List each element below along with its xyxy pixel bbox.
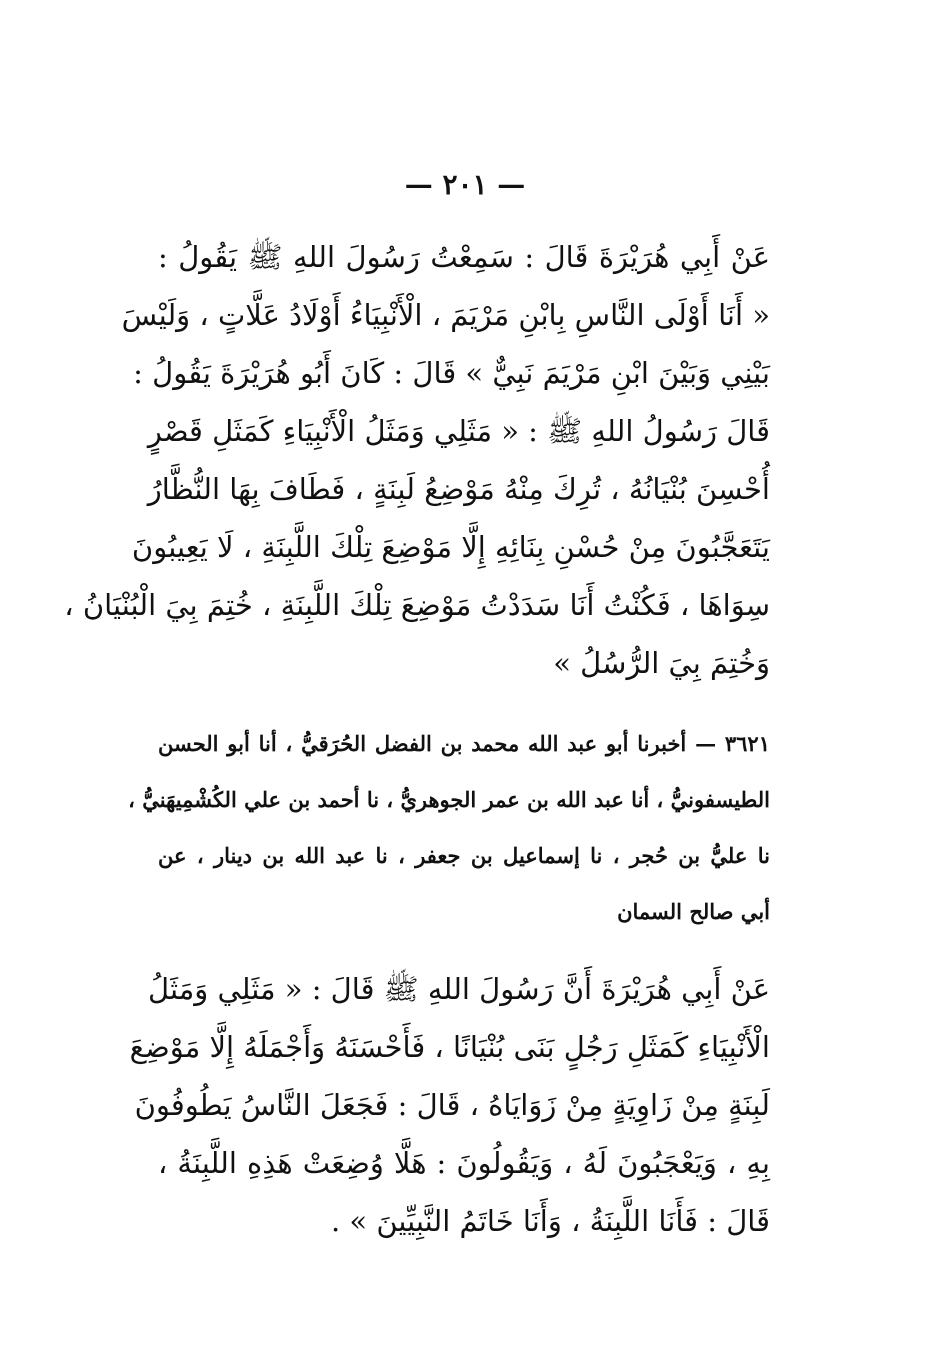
text-line: بِهِ ، وَيَعْجَبُونَ لَهُ ، وَيَقُولُونَ : هَلَّا وُضِعَتْ هَذِهِ اللَّبِنَةُ ، xyxy=(158,1146,770,1180)
isnad-line: نا عليُّ بن حُجر ، نا إسماعيل بن جعفر ، نا عبد الله بن دينار ، عن xyxy=(158,843,770,868)
text-line: عَنْ أَبِي هُرَيْرَةَ قَالَ : سَمِعْتُ رَسُولَ اللهِ ﷺ يَقُولُ : xyxy=(158,240,770,274)
text-line: « أَنَا أَوْلَى النَّاسِ بِابْنِ مَرْيَمَ ، الْأَنْبِيَاءُ أَوْلَادُ عَلَّاتٍ ، وَلَيْسَ xyxy=(121,298,770,332)
isnad-line: أبي صالح السمان xyxy=(617,899,770,924)
text-line: وَخُتِمَ بِيَ الرُّسُلُ » xyxy=(553,646,770,680)
page-number: — ٢٠١ — xyxy=(404,168,526,201)
isnad-chain-3621 xyxy=(128,716,770,940)
text-line: عَنْ أَبِي هُرَيْرَةَ أَنَّ رَسُولَ اللهِ ﷺ قَالَ : « مَثَلِي وَمَثَلُ xyxy=(147,972,770,1006)
text-line: بَيْنِي وَبَيْنَ ابْنِ مَرْيَمَ نَبِيٌّ » قَالَ : كَانَ أَبُو هُرَيْرَةَ يَقُولُ : xyxy=(133,356,770,390)
text-line: يَتَعَجَّبُونَ مِنْ حُسْنِ بِنَائِهِ إِلَّا مَوْضِعَ تِلْكَ اللَّبِنَةِ ، لَا يَعِيبُونَ xyxy=(131,530,770,564)
isnad-line: الطيسفونيُّ ، أنا عبد الله بن عمر الجوهريُّ ، نا أحمد بن علي الكُشْمِيهَنيُّ ، xyxy=(128,787,770,812)
isnad-line: ٣٦٢١ — أخبرنا أبو عبد الله محمد بن الفضل الحُرَقيُّ ، أنا أبو الحسن xyxy=(158,731,770,756)
text-line: لَبِنَةٍ مِنْ زَاوِيَةٍ مِنْ زَوَايَاهُ ، قَالَ : فَجَعَلَ النَّاسُ يَطُوفُونَ xyxy=(134,1088,770,1122)
text-line: الْأَنْبِيَاءِ كَمَثَلِ رَجُلٍ بَنَى بُنْيَانًا ، فَأَحْسَنَهُ وَأَجْمَلَهُ إِلَّا مَوْضِعَ xyxy=(129,1030,770,1064)
hadith-text-1 xyxy=(64,228,770,692)
text-line: سِوَاهَا ، فَكُنْتُ أَنَا سَدَدْتُ مَوْضِعَ تِلْكَ اللَّبِنَةِ ، خُتِمَ بِيَ الْبُنْيَانُ ، xyxy=(64,588,770,622)
text-line: قَالَ : فَأَنَا اللَّبِنَةُ ، وَأَنَا خَاتَمُ النَّبِيِّينَ » . xyxy=(330,1204,770,1238)
text-line: أُحْسِنَ بُنْيَانُهُ ، تُرِكَ مِنْهُ مَوْضِعُ لَبِنَةٍ ، فَطَافَ بِهَا النُّظَّارُ xyxy=(147,472,770,506)
text-line: قَالَ رَسُولُ اللهِ ﷺ : « مَثَلِي وَمَثَلُ الْأَنْبِيَاءِ كَمَثَلِ قَصْرٍ xyxy=(147,414,770,448)
hadith-text-2 xyxy=(129,960,770,1250)
